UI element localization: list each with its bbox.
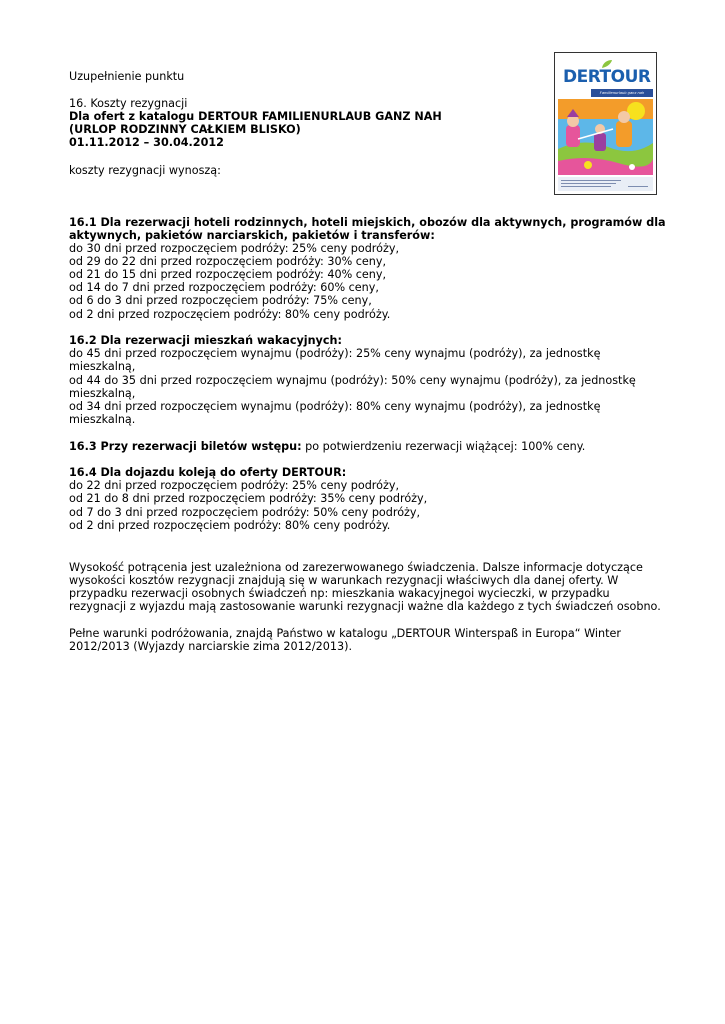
s161-item: od 21 do 15 dni przed rozpoczęciem podróży: 40% ceny, — [69, 268, 387, 281]
s163-paragraph — [69, 440, 585, 453]
s162-line: od 44 do 35 dni przed rozpoczęciem wynajmu (podróży): 50% ceny wynajmu (podróży), za jednostkę — [69, 374, 636, 387]
note-line: przypadku rezerwacji osobnych świadczeń np: mieszkania wakacyjnegoi wycieczki, w przypadku — [69, 587, 610, 600]
s161-item: do 30 dni przed rozpoczęciem podróży: 25% ceny podróży, — [69, 242, 400, 255]
s163-heading: 16.3 Przy rezerwacji biletów wstępu: — [69, 440, 302, 453]
s162-heading: 16.2 Dla rezerwacji mieszkań wakacyjnych: — [69, 334, 342, 347]
note-line: 2012/2013 (Wyjazdy narciarskie zima 2012/2013). — [69, 640, 353, 653]
s162-line: mieszkalną. — [69, 413, 136, 426]
cover-footer — [558, 177, 653, 191]
note-line: Pełne warunki podróżowania, znajdą Państwo w katalogu „DERTOUR Winterspaß in Europa“ Winter — [69, 627, 621, 640]
s163-text: po potwierdzeniu rezerwacji wiążącej: 100% ceny. — [301, 440, 586, 453]
note-line: wysokości kosztów rezygnacji znajdują się w warunkach rezygnacji właściwych dla danej oferty. W — [69, 574, 619, 587]
date-range: 01.11.2012 – 30.04.2012 — [69, 136, 224, 149]
catalog-cover-image — [554, 52, 657, 195]
s162-line: od 34 dni przed rozpoczęciem wynajmu (podróży): 80% ceny wynajmu (podróży), za jednostkę — [69, 400, 601, 413]
family-illustration — [558, 99, 653, 175]
s164-item: do 22 dni przed rozpoczęciem podróży: 25% ceny podróży, — [69, 479, 400, 492]
s162-line: do 45 dni przed rozpoczęciem wynajmu (podróży): 25% ceny wynajmu (podróży), za jednostkę — [69, 347, 601, 360]
s162-line: mieszkalną, — [69, 360, 136, 373]
cover-subtitle: Familienurlaub ganz nah — [591, 89, 653, 97]
cover-logo: DERTOUR — [563, 67, 651, 87]
s164-heading: 16.4 Dla dojazdu koleją do oferty DERTOUR: — [69, 466, 347, 479]
s161-item: od 2 dni przed rozpoczęciem podróży: 80% ceny podróży. — [69, 308, 391, 321]
section-title: 16. Koszty rezygnacji — [69, 97, 188, 110]
note-line: Wysokość potrącenia jest uzależniona od zarezerwowanego świadczenia. Dalsze informacje dotyczące — [69, 561, 643, 574]
s161-item: od 14 do 7 dni przed rozpoczęciem podróży: 60% ceny, — [69, 281, 379, 294]
s164-item: od 21 do 8 dni przed rozpoczęciem podróży: 35% ceny podróży, — [69, 492, 428, 505]
intro-text: Uzupełnienie punktu — [69, 70, 185, 83]
costs-label: koszty rezygnacji wynoszą: — [69, 164, 221, 177]
s161-item: od 6 do 3 dni przed rozpoczęciem podróży: 75% ceny, — [69, 294, 372, 307]
catalog-line: Dla ofert z katalogu DERTOUR FAMILIENURLAUB GANZ NAH — [69, 110, 442, 123]
note-line: rezygnacji z wyjazdu mają zastosowanie warunki rezygnacji ważne dla każdego z tych świadczeń osobno. — [69, 600, 661, 613]
s164-item: od 7 do 3 dni przed rozpoczęciem podróży: 50% ceny podróży, — [69, 506, 421, 519]
s161-item: od 29 do 22 dni przed rozpoczęciem podróży: 30% ceny, — [69, 255, 387, 268]
catalog-translation: (URLOP RODZINNY CAŁKIEM BLISKO) — [69, 123, 301, 136]
s161-heading-line2: aktywnych, pakietów narciarskich, pakietów i transferów: — [69, 229, 435, 242]
s161-heading-line1: 16.1 Dla rezerwacji hoteli rodzinnych, hoteli miejskich, obozów dla aktywnych, programów dla — [69, 216, 666, 229]
s162-line: mieszkalną, — [69, 387, 136, 400]
s164-item: od 2 dni przed rozpoczęciem podróży: 80% ceny podróży. — [69, 519, 391, 532]
